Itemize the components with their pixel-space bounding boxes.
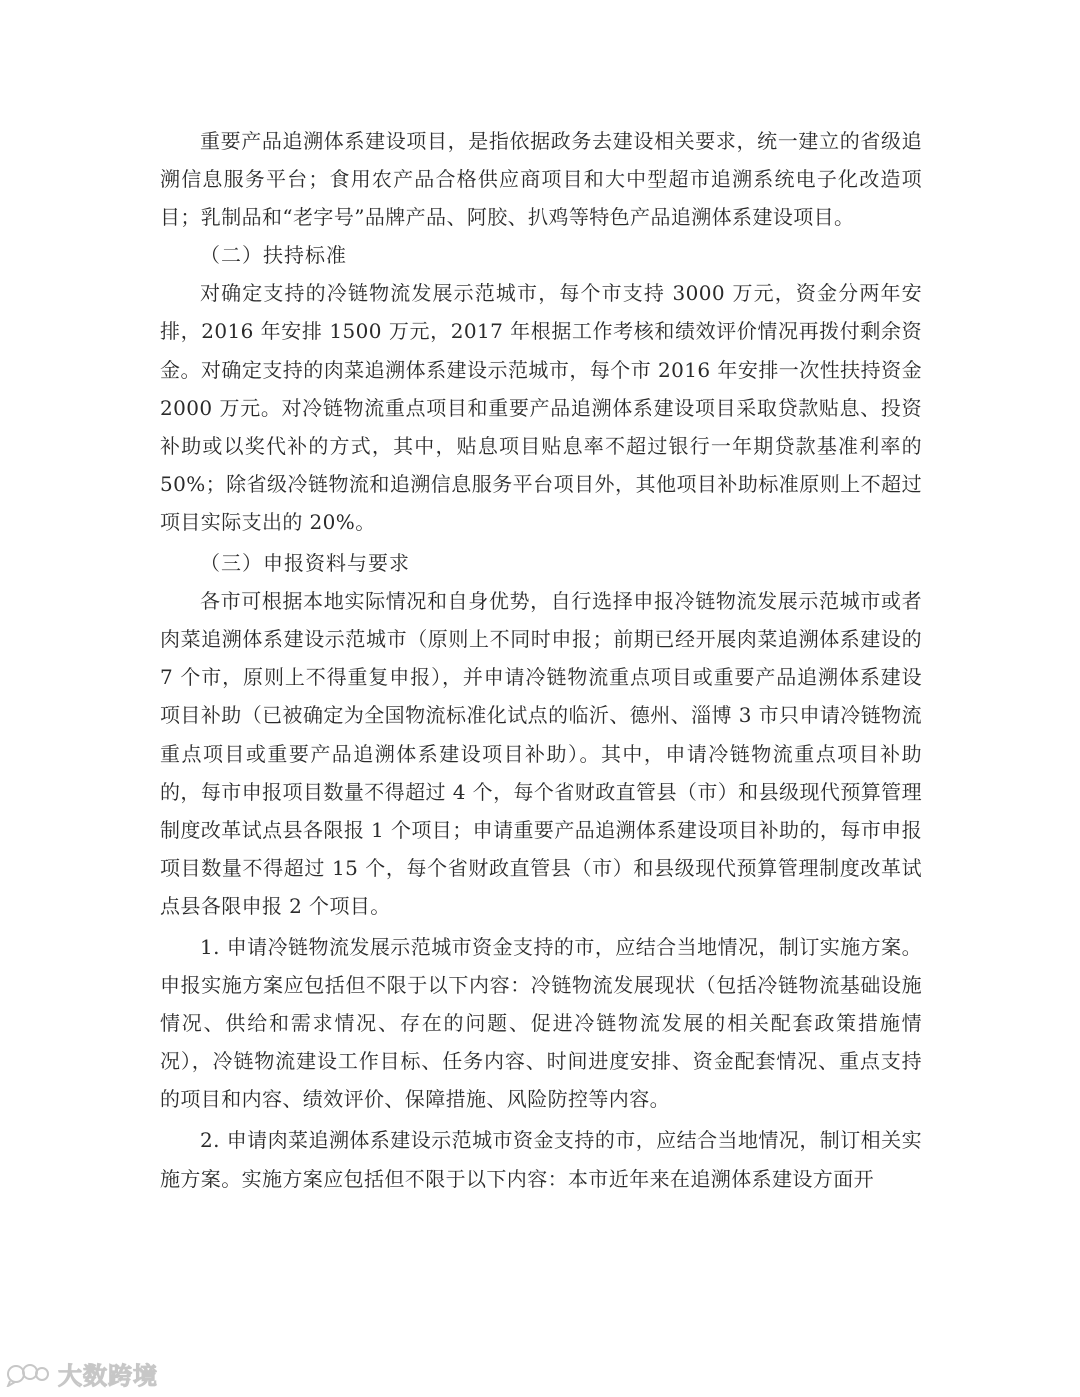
section-heading-support-standard: （二）扶持标准 xyxy=(200,243,347,268)
paragraph-item-1-cold-chain: 1. 申请冷链物流发展示范城市资金支持的市，应结合当地情况，制订实施方案。申报实施方案应包括但不限于以下内容：冷链物流发展现状（包括冷链物流基础设施情况、供给和需求情况、存在的问题、促进冷链物流发展的相关配套政策措施情况），冷链物流建设工作目标、任务内容、时间进度安排、资金配套情况、重点支持的项目和内容、绩效评价、保障措施、风险防控等内容。 xyxy=(160,934,922,1112)
document-body xyxy=(160,122,922,1198)
watermark-text: 大数跨境 xyxy=(58,1362,158,1390)
watermark xyxy=(6,1356,158,1391)
paragraph-traceability-projects: 重要产品追溯体系建设项目，是指依据政务去建设相关要求，统一建立的省级追溯信息服务平台；食用农产品合格供应商项目和大中型超市追溯系统电子化改造项目；乳制品和“老字号”品牌产品、阿胶、扒鸡等特色产品追溯体系建设项目。 xyxy=(160,129,922,230)
paragraph-support-standard: 对确定支持的冷链物流发展示范城市，每个市支持 3000 万元，资金分两年安排，2016 年安排 1500 万元，2017 年根据工作考核和绩效评价情况再拨付剩余资金。对确定支持的肉菜追溯体系建设示范城市，每个市 2016 年安排一次性扶持资金 2000 万元。对冷链物流重点项目和重要产品追溯体系建设项目采取贷款贴息、投资补助或以奖代补的方式，其中，贴息项目贴息率不超过银行一年期贷款基准利率的 50%；除省级冷链物流和追溯信息服务平台项目外，其他项目补助标准原则上不超过项目实际支出的 20%。 xyxy=(160,281,922,534)
section-heading-application-requirements: （三）申报资料与要求 xyxy=(200,551,410,576)
paragraph-application-requirements: 各市可根据本地实际情况和自身优势，自行选择申报冷链物流发展示范城市或者肉菜追溯体系建设示范城市（原则上不同时申报；前期已经开展肉菜追溯体系建设的 7 个市，原则上不得重复申报），并申请冷链物流重点项目或重要产品追溯体系建设项目补助（已被确定为全国物流标准化试点的临沂、德州、淄博 3 市只申请冷链物流重点项目或重要产品追溯体系建设项目补助）。其中，申请冷链物流重点项目补助的，每市申报项目数量不得超过 4 个，每个省财政直管县（市）和县级现代预算管理制度改革试点县各限报 1 个项目；申请重要产品追溯体系建设项目补助的，每市申报项目数量不得超过 15 个，每个省财政直管县（市）和县级现代预算管理制度改革试点县各限申报 2 个项目。 xyxy=(160,589,922,918)
speech-bubble-logo-icon xyxy=(6,1361,52,1387)
paragraph-item-2-meat-veg-traceability: 2. 申请肉菜追溯体系建设示范城市资金支持的市，应结合当地情况，制订相关实施方案。实施方案应包括但不限于以下内容：本市近年来在追溯体系建设方面开 xyxy=(160,1128,922,1191)
